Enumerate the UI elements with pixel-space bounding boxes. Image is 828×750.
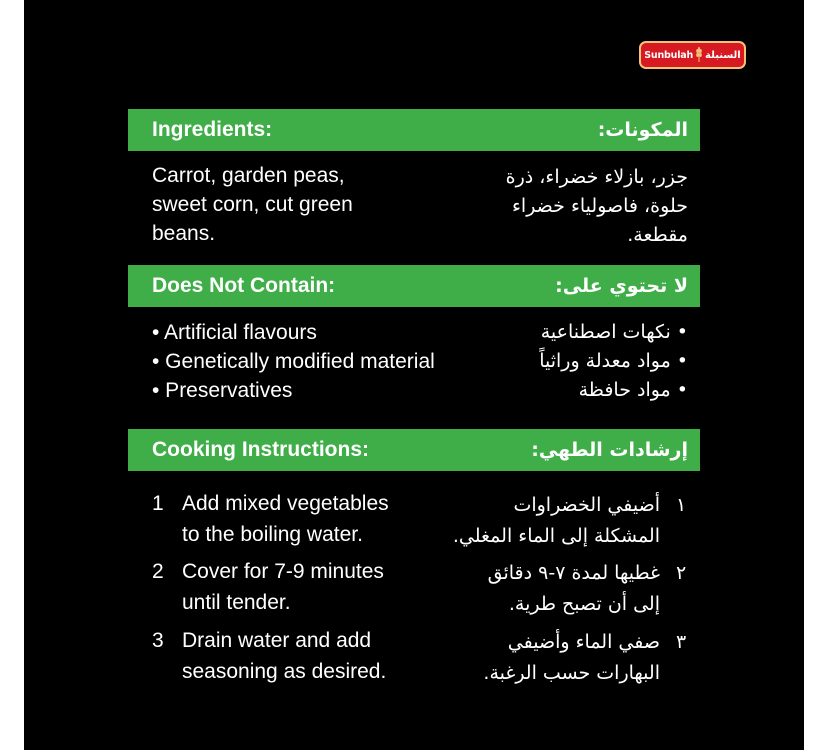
- ingredients-title-en: Ingredients:: [152, 118, 273, 141]
- step-line-ar: البهارات حسب الرغبة.: [483, 662, 660, 684]
- step-number: 2: [152, 560, 164, 583]
- list-item: • مواد معدلة وراثياً: [539, 350, 688, 372]
- step-number-ar: ١: [676, 494, 687, 516]
- step-text-en: [182, 556, 384, 618]
- step-text-ar: [488, 558, 660, 620]
- list-item: • Artificial flavours: [152, 321, 317, 344]
- step-line-ar: صفي الماء وأضيفي: [507, 631, 660, 653]
- logo-text-ar: السنبلة: [705, 49, 741, 61]
- step-text-ar: [483, 627, 660, 689]
- wheat-icon: [695, 47, 703, 63]
- does-not-contain-list-ar: [539, 318, 688, 405]
- ingredients-line-ar: حلوة، فاصولياء خضراء: [511, 195, 688, 217]
- ingredients-title-ar: المكونات:: [597, 119, 688, 141]
- list-item: • مواد حافظة: [578, 379, 688, 401]
- ingredients-line-ar: جزر، بازلاء خضراء، ذرة: [505, 166, 688, 188]
- does-not-contain-header: [128, 265, 700, 307]
- ingredients-line-ar: مقطعة.: [627, 224, 688, 246]
- step-line-en: to the boiling water.: [182, 523, 363, 546]
- step-text-en: [182, 625, 386, 687]
- logo-text-en: Sunbulah: [644, 49, 694, 61]
- ingredients-text-en: [152, 161, 353, 248]
- step-number: 1: [152, 492, 164, 515]
- list-item: • Preservatives: [152, 379, 293, 402]
- step-line-ar: المشكلة إلى الماء المغلي.: [452, 525, 660, 547]
- step-line-ar: غطيها لمدة ٧-٩ دقائق: [487, 562, 660, 584]
- ingredients-line-en: beans.: [152, 222, 216, 245]
- step-number: 3: [152, 629, 164, 652]
- ingredients-text-ar: [506, 163, 688, 250]
- cooking-title-ar: إرشادات الطهي:: [531, 439, 688, 461]
- step-line-ar: أضيفي الخضراوات: [513, 494, 660, 516]
- cooking-instructions-header: [128, 429, 700, 471]
- ingredients-header: [128, 109, 700, 151]
- step-number-ar: ٣: [676, 631, 687, 653]
- ingredients-line-en: Carrot, garden peas,: [152, 164, 345, 187]
- step-line-en: Cover for 7-9 minutes: [182, 560, 384, 583]
- ingredients-line-en: sweet corn, cut green: [152, 193, 353, 216]
- does-not-contain-title-ar: لا تحتوي على:: [555, 275, 688, 297]
- cooking-title-en: Cooking Instructions:: [152, 438, 369, 461]
- step-line-en: Add mixed vegetables: [182, 492, 389, 515]
- step-number-ar: ٢: [676, 562, 687, 584]
- step-line-en: seasoning as desired.: [182, 660, 387, 683]
- step-line-en: until tender.: [182, 591, 291, 614]
- list-item: • Genetically modified material: [152, 350, 435, 373]
- does-not-contain-list-en: [152, 318, 435, 405]
- step-line-ar: إلى أن تصبح طرية.: [508, 593, 660, 615]
- step-line-en: Drain water and add: [182, 629, 372, 652]
- step-text-ar: [453, 490, 660, 552]
- list-item: • نكهات اصطناعية: [540, 321, 688, 343]
- sunbulah-logo: [639, 41, 746, 69]
- does-not-contain-title-en: Does Not Contain:: [152, 274, 336, 297]
- step-text-en: [182, 488, 389, 550]
